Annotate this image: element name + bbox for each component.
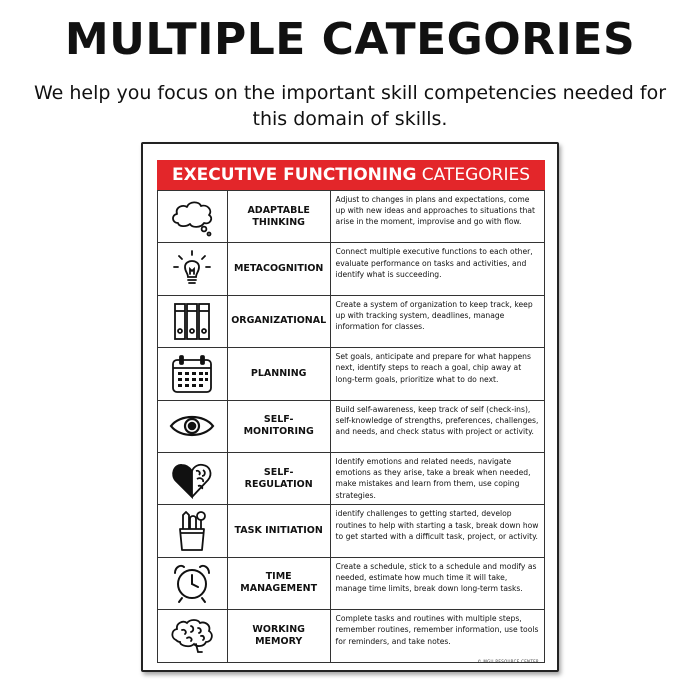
category-description: Identify emotions and related needs, navigate emotions as they arise, take a break when needed, make mistakes and learn from them, use coping strategies. [331, 453, 545, 505]
table-row [158, 453, 545, 505]
table-row [158, 558, 545, 610]
category-description: Create a schedule, stick to a schedule and modify as needed, estimate how much time it will take, manage time limits, break down long-term tasks. [331, 558, 545, 610]
lightbulb-icon [168, 247, 216, 291]
card-header-bold: EXECUTIVE FUNCTIONING [171, 165, 417, 185]
category-description: Adjust to changes in plans and expectations, come up with new ideas and approaches to situations that arise in the moment, improvise and go with flow. [331, 191, 545, 243]
table-row [158, 243, 545, 295]
category-description: Build self-awareness, keep track of self (check-ins), self-knowledge of strengths, preferences, challenges, and needs, and check status with project or activity. [331, 401, 545, 453]
category-description: Create a system of organization to keep track, keep up with tracking system, deadlines, manage information for classes. [331, 296, 545, 348]
copyright-credit: © MGU RESOURCE CENTER [477, 659, 539, 664]
table-row [158, 191, 545, 243]
page-title: MULTIPLE CATEGORIES [64, 14, 636, 65]
heart-brain-icon [168, 457, 216, 501]
alarm-clock-icon [168, 561, 216, 605]
page-subtitle: We help you focus on the important skill competencies needed for this domain of skills. [33, 82, 667, 130]
category-table [157, 190, 545, 663]
thought-cloud-icon [168, 195, 216, 239]
category-name: SELF-REGULATION [228, 453, 331, 505]
table-row [158, 505, 545, 557]
category-name: TASK INITIATION [228, 505, 331, 557]
table-row [158, 348, 545, 400]
card-header-rest: CATEGORIES [416, 165, 531, 185]
category-name: PLANNING [228, 348, 331, 400]
category-description: Set goals, anticipate and prepare for what happens next, identify steps to reach a goal, chip away at long-term goals, prioritize what to do next. [331, 348, 545, 400]
brain-icon [168, 614, 216, 658]
table-row [158, 296, 545, 348]
category-name: SELF- MONITORING [228, 401, 331, 453]
category-description: Connect multiple executive functions to each other, evaluate performance on tasks and activities, and identify what is succeeding. [331, 243, 545, 295]
category-name: METACOGNITION [228, 243, 331, 295]
category-name: TIME MANAGEMENT [228, 558, 331, 610]
card-header [157, 160, 545, 190]
category-description: Complete tasks and routines with multiple steps, remember routines, remember information, use tools for reminders, and take notes. [331, 610, 545, 662]
table-row [158, 610, 545, 662]
table-row [158, 401, 545, 453]
binders-icon [168, 299, 216, 343]
category-name: WORKING MEMORY [228, 610, 331, 662]
category-card [141, 142, 559, 672]
category-name: ORGANIZATIONAL [228, 296, 331, 348]
pencil-cup-icon [168, 509, 216, 553]
category-description: identify challenges to getting started, develop routines to help with starting a task, break down how to get started with a difficult task, project, or activity. [331, 505, 545, 557]
eye-icon [168, 404, 216, 448]
calendar-icon [168, 352, 216, 396]
category-name: ADAPTABLE THINKING [228, 191, 331, 243]
